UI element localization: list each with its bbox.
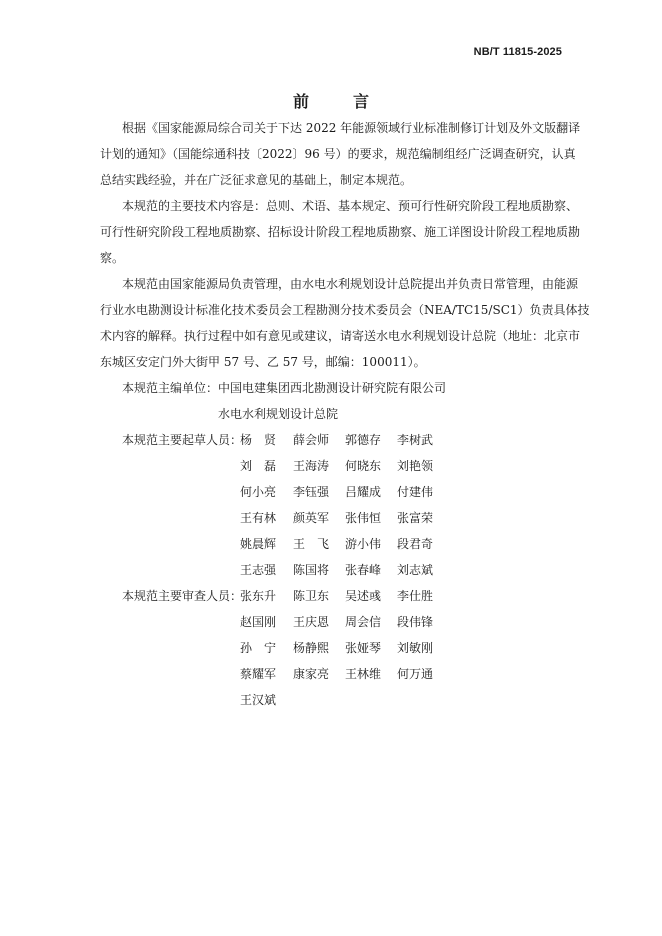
paragraph-3-line-2: 行业水电勘测设计标准化技术委员会工程勘测分技术委员会（NEA/TC15/SC1）负责具体技 (100, 303, 590, 317)
drafter-name: 薛会师 (293, 433, 330, 447)
reviewer-name: 吴述彧 (345, 589, 382, 603)
paragraph-1-line-1: 根据《国家能源局综合司关于下达 2022 年能源领域行业标准制修订计划及外文版翻译 (122, 121, 581, 135)
drafter-name: 刘 磊 (240, 459, 277, 473)
paragraph-2-line-3: 察。 (100, 251, 125, 265)
paragraph-1-line-3: 总结实践经验，并在广泛征求意见的基础上，制定本规范。 (100, 173, 413, 187)
reviewer-name: 张娅琴 (345, 641, 382, 655)
drafter-name: 刘志斌 (397, 563, 434, 577)
drafter-name: 段君奇 (397, 537, 434, 551)
drafter-name: 杨 贤 (240, 433, 277, 447)
drafter-name: 李树武 (397, 433, 434, 447)
editor-units-label: 本规范主编单位： (122, 381, 219, 395)
paragraph-3-line-1: 本规范由国家能源局负责管理，由水电水利规划设计总院提出并负责日常管理，由能源 (122, 277, 579, 291)
editor-unit-2: 水电水利规划设计总院 (218, 407, 339, 421)
reviewer-name: 何万通 (397, 667, 434, 681)
reviewer-name: 张东升 (240, 589, 277, 603)
drafter-name: 王志强 (240, 563, 277, 577)
drafter-name: 王 飞 (293, 537, 330, 551)
reviewer-name: 蔡耀军 (240, 667, 277, 681)
reviewer-name: 杨静熙 (293, 641, 330, 655)
drafter-name: 颜英军 (293, 511, 330, 525)
drafter-name: 何晓东 (345, 459, 382, 473)
drafter-name: 王有林 (240, 511, 277, 525)
drafter-name: 付建伟 (397, 485, 434, 499)
paragraph-2-line-2: 可行性研究阶段工程地质勘察、招标设计阶段工程地质勘察、施工详图设计阶段工程地质勘 (100, 225, 581, 239)
drafter-name: 郭德存 (345, 433, 382, 447)
drafter-name: 刘艳领 (397, 459, 434, 473)
drafter-name: 李钰强 (293, 485, 330, 499)
reviewer-name: 周会信 (345, 615, 382, 629)
reviewer-name: 陈卫东 (293, 589, 330, 603)
reviewer-name: 王庆恩 (293, 615, 330, 629)
paragraph-3-line-3: 术内容的解释。执行过程中如有意见或建议，请寄送水电水利规划设计总院（地址：北京市 (100, 329, 581, 343)
reviewer-name: 赵国刚 (240, 615, 277, 629)
drafter-name: 吕耀成 (345, 485, 382, 499)
drafter-name: 张春峰 (345, 563, 382, 577)
reviewers-label: 本规范主要审查人员： (122, 589, 243, 603)
reviewer-name: 康家亮 (293, 667, 330, 681)
page-title: 前 言 (292, 92, 383, 111)
drafter-name: 王海涛 (293, 459, 330, 473)
editor-unit-1: 中国电建集团西北勘测设计研究院有限公司 (218, 381, 447, 395)
drafter-name: 游小伟 (345, 537, 382, 551)
paragraph-1-line-2: 计划的通知》（国能综通科技〔2022〕96 号）的要求，规范编制组经广泛调查研究，认真 (100, 147, 576, 161)
reviewer-name: 王林维 (345, 667, 382, 681)
paragraph-2-line-1: 本规范的主要技术内容是：总则、术语、基本规定、预可行性研究阶段工程地质勘察、 (122, 199, 579, 213)
reviewer-name: 王汉斌 (240, 693, 277, 707)
reviewer-name: 孙 宁 (240, 641, 277, 655)
drafter-name: 张伟恒 (345, 511, 382, 525)
document-code: NB/T 11815-2025 (473, 46, 562, 58)
drafter-name: 姚晨辉 (240, 537, 277, 551)
reviewer-name: 刘敏刚 (397, 641, 434, 655)
drafters-label: 本规范主要起草人员： (122, 433, 243, 447)
drafter-name: 何小亮 (240, 485, 277, 499)
drafter-name: 陈国将 (293, 563, 330, 577)
paragraph-3-line-4: 东城区安定门外大街甲 57 号、乙 57 号，邮编：100011）。 (100, 355, 426, 369)
reviewer-name: 段伟锋 (397, 615, 434, 629)
drafter-name: 张富荣 (397, 511, 434, 525)
reviewer-name: 李仕胜 (397, 589, 434, 603)
